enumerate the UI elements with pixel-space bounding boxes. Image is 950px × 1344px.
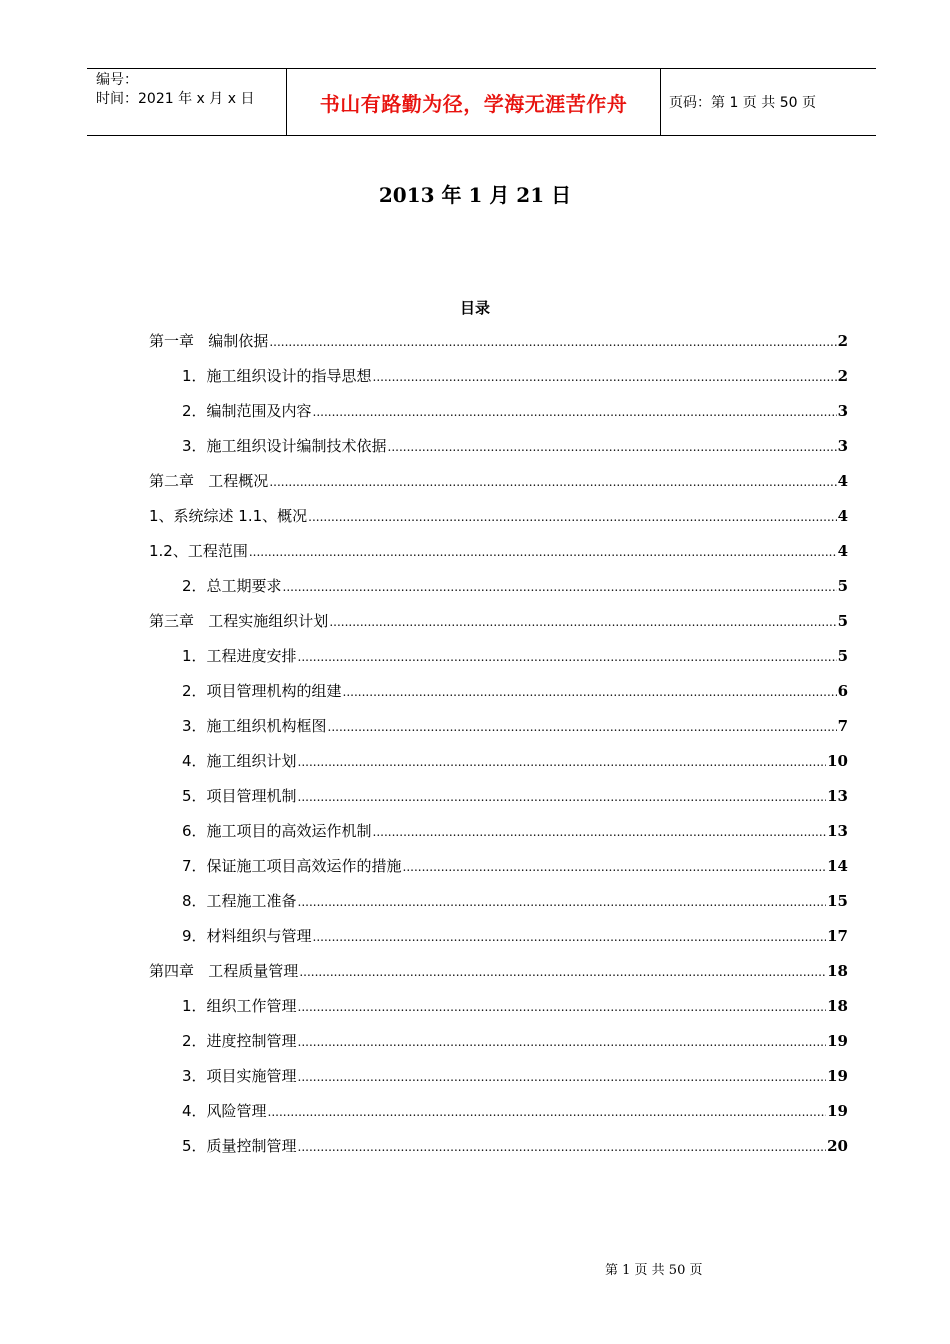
toc-entry-text: 4．施工组织计划	[182, 752, 297, 770]
toc-entry-page: 18	[827, 962, 848, 980]
toc-entry[interactable]	[149, 610, 848, 645]
toc-leader	[329, 615, 836, 629]
toc-entry[interactable]	[149, 680, 848, 715]
toc-entry[interactable]	[149, 785, 848, 820]
code-label: 编号：	[96, 72, 138, 88]
toc-entry-page: 19	[827, 1067, 848, 1085]
toc-entry-page: 19	[827, 1032, 848, 1050]
header-meta-cell	[87, 69, 287, 135]
toc-entry[interactable]	[149, 435, 848, 470]
toc-entry-page: 5	[837, 577, 848, 595]
toc-entry[interactable]	[149, 645, 848, 680]
toc-entry-page: 14	[827, 857, 848, 875]
toc-title: 目录	[459, 299, 490, 317]
toc-entry-text: 第二章 工程概况	[149, 472, 269, 490]
toc-entry[interactable]	[149, 925, 848, 960]
toc-leader	[298, 1035, 827, 1049]
toc-leader	[268, 1105, 827, 1119]
toc-entry-page: 7	[837, 717, 848, 735]
toc-entry-text: 5．项目管理机制	[182, 787, 297, 805]
header-page-info: 页码：第 1 页 共 50 页	[669, 95, 816, 111]
toc-entry-text: 2．进度控制管理	[182, 1032, 297, 1050]
toc-leader	[343, 685, 837, 699]
toc-entry-page: 4	[837, 472, 848, 490]
toc-entry-text: 1、系统综述 1.1、概况	[149, 507, 308, 525]
toc-leader	[373, 825, 827, 839]
toc-entry[interactable]	[149, 890, 848, 925]
toc-leader	[269, 335, 836, 349]
table-of-contents	[149, 330, 848, 1170]
toc-leader	[298, 755, 827, 769]
toc-entry[interactable]	[149, 1030, 848, 1065]
toc-entry-text: 2．项目管理机构的组建	[182, 682, 342, 700]
toc-entry-text: 1．施工组织设计的指导思想	[182, 367, 372, 385]
toc-entry-page: 4	[837, 542, 848, 560]
toc-entry-page: 19	[827, 1102, 848, 1120]
toc-leader	[298, 1140, 827, 1154]
toc-leader	[298, 895, 827, 909]
toc-entry-page: 5	[837, 612, 848, 630]
toc-entry-text: 2．编制范围及内容	[182, 402, 312, 420]
toc-entry[interactable]	[149, 715, 848, 750]
toc-entry-text: 1.2、工程范围	[149, 542, 248, 560]
toc-entry-text: 2．总工期要求	[182, 577, 282, 595]
toc-entry[interactable]	[149, 365, 848, 400]
toc-entry-text: 6．施工项目的高效运作机制	[182, 822, 372, 840]
toc-entry-text: 3．施工组织设计编制技术依据	[182, 437, 387, 455]
toc-leader	[313, 930, 827, 944]
toc-leader	[298, 1070, 827, 1084]
toc-leader	[388, 440, 837, 454]
toc-entry-page: 13	[827, 822, 848, 840]
toc-entry-text: 1．组织工作管理	[182, 997, 297, 1015]
toc-leader	[308, 510, 836, 524]
toc-entry-text: 1．工程进度安排	[182, 647, 297, 665]
toc-entry-text: 第三章 工程实施组织计划	[149, 612, 329, 630]
toc-entry-text: 4．风险管理	[182, 1102, 267, 1120]
toc-entry-page: 17	[827, 927, 848, 945]
toc-leader	[249, 545, 837, 559]
page-header	[87, 68, 876, 136]
toc-leader	[403, 860, 827, 874]
toc-entry-text: 5．质量控制管理	[182, 1137, 297, 1155]
toc-leader	[269, 475, 836, 489]
toc-leader	[313, 405, 837, 419]
toc-leader	[283, 580, 837, 594]
toc-entry[interactable]	[149, 995, 848, 1030]
toc-entry-page: 4	[837, 507, 848, 525]
toc-entry-page: 3	[837, 402, 848, 420]
toc-entry[interactable]	[149, 960, 848, 995]
document-date: 2013 年 1 月 21 日	[378, 183, 572, 207]
time-label: 时间：2021 年 x 月 x 日	[96, 91, 255, 107]
toc-entry-page: 6	[837, 682, 848, 700]
toc-leader	[373, 370, 837, 384]
toc-entry[interactable]	[149, 1135, 848, 1170]
toc-entry-page: 3	[837, 437, 848, 455]
toc-entry[interactable]	[149, 400, 848, 435]
toc-entry-page: 2	[837, 367, 848, 385]
toc-entry-text: 第一章 编制依据	[149, 332, 269, 350]
toc-entry-page: 20	[827, 1137, 848, 1155]
toc-entry[interactable]	[149, 470, 848, 505]
header-motto: 书山有路勤为径，学海无涯苦作舟	[287, 69, 661, 135]
toc-entry-text: 8．工程施工准备	[182, 892, 297, 910]
toc-leader	[298, 650, 837, 664]
toc-entry-page: 15	[827, 892, 848, 910]
toc-entry-page: 5	[837, 647, 848, 665]
toc-entry-page: 13	[827, 787, 848, 805]
toc-leader	[328, 720, 837, 734]
toc-entry[interactable]	[149, 1065, 848, 1100]
toc-entry-text: 9．材料组织与管理	[182, 927, 312, 945]
toc-entry[interactable]	[149, 505, 848, 540]
toc-entry[interactable]	[149, 575, 848, 610]
toc-entry[interactable]	[149, 855, 848, 890]
toc-leader	[299, 965, 826, 979]
toc-entry[interactable]	[149, 330, 848, 365]
toc-entry-text: 第四章 工程质量管理	[149, 962, 299, 980]
toc-entry-text: 7．保证施工项目高效运作的措施	[182, 857, 402, 875]
toc-entry[interactable]	[149, 540, 848, 575]
toc-entry-page: 10	[827, 752, 848, 770]
toc-leader	[298, 1000, 827, 1014]
toc-entry[interactable]	[149, 820, 848, 855]
toc-entry[interactable]	[149, 750, 848, 785]
page-footer: 第 1 页 共 50 页	[605, 1263, 703, 1278]
toc-entry-text: 3．项目实施管理	[182, 1067, 297, 1085]
toc-entry-text: 3．施工组织机构框图	[182, 717, 327, 735]
toc-entry-page: 18	[827, 997, 848, 1015]
toc-entry-page: 2	[837, 332, 848, 350]
toc-leader	[298, 790, 827, 804]
toc-entry[interactable]	[149, 1100, 848, 1135]
